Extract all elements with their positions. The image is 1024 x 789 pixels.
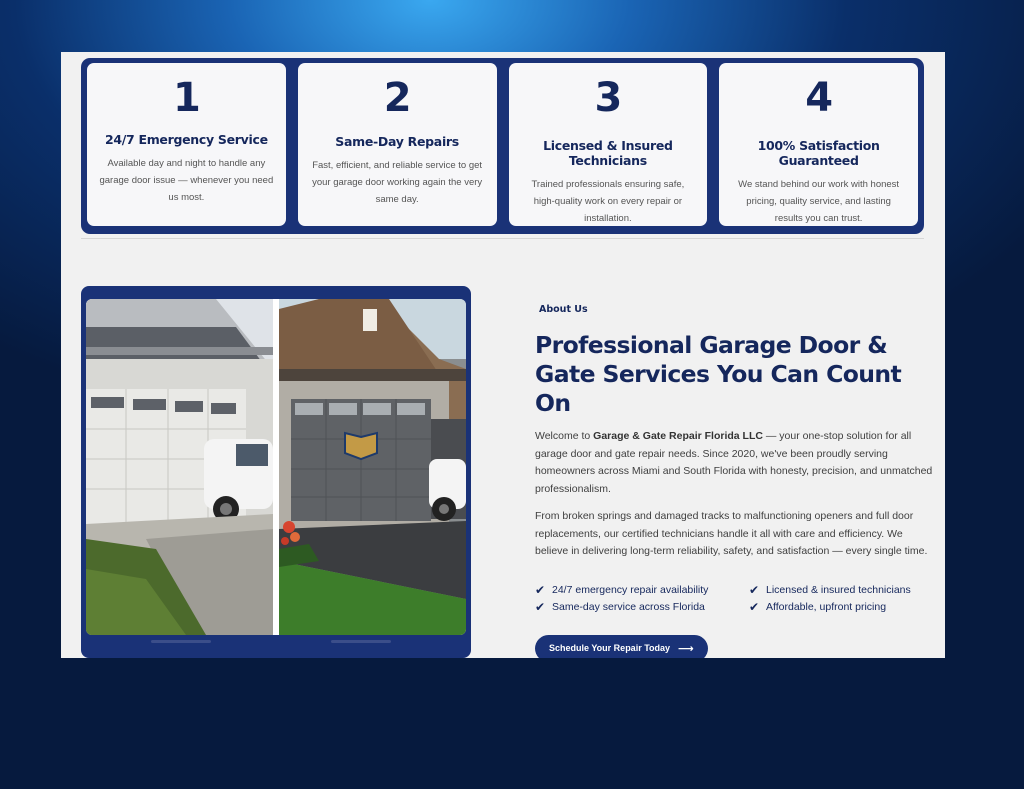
checklist-item xyxy=(749,583,939,598)
feature-number: 3 xyxy=(594,75,622,121)
frame-caption-bars xyxy=(151,640,391,646)
feature-number: 1 xyxy=(172,75,200,121)
checklist-item xyxy=(535,583,749,598)
feature-title: 100% Satisfaction Guaranteed xyxy=(757,138,880,168)
checkmark-icon: ✔ xyxy=(535,600,546,614)
feature-title: Same-Day Repairs xyxy=(335,134,459,149)
feature-checklist xyxy=(535,583,935,615)
checklist-label: Same-day service across Florida xyxy=(552,601,705,613)
checkmark-icon: ✔ xyxy=(749,583,760,597)
checklist-label: Affordable, upfront pricing xyxy=(766,601,887,613)
section-divider xyxy=(81,238,924,239)
about-section xyxy=(535,298,935,658)
about-paragraph-2: From broken springs and damaged tracks to malfunctioning openers and full door replacements, our certified technicians handle it all with care and efficiency. We believe in delivering long-term reliability, safety, and satisfaction — every single time. xyxy=(535,510,928,557)
feature-text: Fast, efficient, and reliable service to get your garage door working again the very same day. xyxy=(312,160,483,205)
feature-card xyxy=(509,63,708,226)
feature-card xyxy=(298,63,497,226)
schedule-repair-button[interactable] xyxy=(535,635,708,659)
about-p1-body: — your one-stop solution for all garage door and gate repair needs. Since 2020, we've been proudly serving homeowners across Miami and South Florida with honesty, precision, and unmatched professionalism. xyxy=(535,430,933,495)
feature-title: Licensed & Insured Technicians xyxy=(543,138,673,168)
feature-title: 24/7 Emergency Service xyxy=(104,132,268,147)
checklist-item xyxy=(749,600,939,615)
after-photo xyxy=(279,299,466,635)
feature-card xyxy=(719,63,918,226)
about-paragraph-1 xyxy=(535,428,935,498)
before-after-frame xyxy=(81,286,471,658)
feature-number: 4 xyxy=(805,75,833,121)
feature-card xyxy=(87,63,286,226)
about-label: About Us xyxy=(539,304,588,315)
feature-number: 2 xyxy=(383,75,411,121)
feature-text: Trained professionals ensuring safe, high-quality work on every repair or installation. xyxy=(531,179,685,224)
before-photo xyxy=(86,299,273,635)
features-band xyxy=(81,58,924,234)
brand-name: Garage & Gate Repair Florida LLC xyxy=(593,430,763,442)
about-p1-lead: Welcome to xyxy=(535,430,594,442)
feature-text: We stand behind our work with honest pricing, quality service, and lasting results you can trust. xyxy=(738,179,900,224)
website-page xyxy=(61,52,945,658)
checklist-label: 24/7 emergency repair availability xyxy=(552,584,709,596)
checkmark-icon: ✔ xyxy=(535,583,546,597)
checkmark-icon: ✔ xyxy=(749,600,760,614)
schedule-repair-label: Schedule Your Repair Today xyxy=(549,643,671,653)
about-heading: Professional Garage Door & Gate Services You Can Count On xyxy=(535,331,902,417)
arrow-right-icon: ⟶ xyxy=(678,642,694,655)
before-after-image xyxy=(86,299,466,635)
checklist-label: Licensed & insured technicians xyxy=(766,584,911,596)
feature-text: Available day and night to handle any garage door issue — whenever you need us most. xyxy=(99,158,274,203)
checklist-item xyxy=(535,600,749,615)
